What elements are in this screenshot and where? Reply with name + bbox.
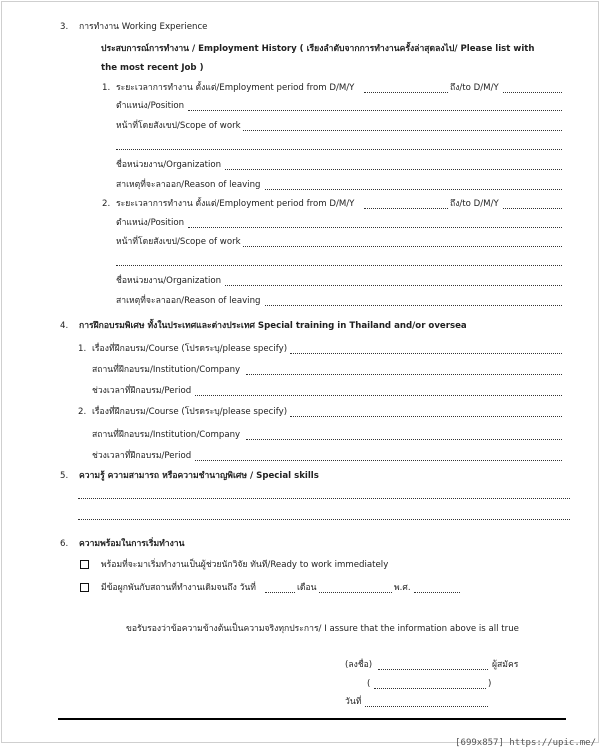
employment-history-heading-cont: the most recent Job ) (101, 63, 204, 73)
applicant-label: ผู้สมัคร (492, 660, 519, 670)
job-2-position-field[interactable] (188, 227, 562, 228)
training-1-institution-field[interactable] (246, 374, 562, 375)
section-3-title: การทำงาน Working Experience (79, 22, 208, 32)
special-skills-field-2[interactable] (78, 519, 570, 520)
job-1-scope-field[interactable] (243, 130, 562, 131)
section-3-number: 3. (60, 22, 69, 32)
notice-month-label: เดือน (297, 583, 317, 593)
job-1-to-field[interactable] (503, 92, 562, 93)
job-2-reason-field[interactable] (265, 305, 562, 306)
training-2-institution-field[interactable] (246, 439, 562, 440)
training-1-number: 1. (78, 344, 87, 354)
notice-year-label: พ.ศ. (394, 583, 411, 593)
ready-immediately-label: พร้อมที่จะมาเริ่มทำงานเป็นผู้ช่วยนักวิจัย ทันที/Ready to work immediately (101, 560, 389, 570)
job-2-number: 2. (102, 199, 111, 209)
job-2-scope-field[interactable] (243, 246, 562, 247)
job-1-to-label: ถึง/to D/M/Y (450, 83, 499, 93)
job-2-from-field[interactable] (364, 208, 448, 209)
section-6-number: 6. (60, 539, 69, 549)
training-1-course-field[interactable] (290, 353, 562, 354)
section-5-title: ความรู้ ความสามารถ หรือความชำนาญพิเศษ / Special skills (79, 471, 319, 481)
section-4-title: การฝึกอบรมพิเศษ ทั้งในประเทศและต่างประเทศ Special training in Thailand and/or oversea (79, 321, 467, 331)
job-2-organization-field[interactable] (225, 285, 562, 286)
job-1-number: 1. (102, 83, 111, 93)
training-1-period-label: ช่วงเวลาที่ฝึกอบรม/Period (92, 386, 192, 396)
certification-statement: ขอรับรองว่าข้อความข้างต้นเป็นความจริงทุกประการ/ I assure that the information above is all true (126, 624, 519, 634)
job-1-position-field[interactable] (188, 110, 562, 111)
job-1-organization-label: ชื่อหน่วยงาน/Organization (116, 160, 222, 170)
special-skills-field-1[interactable] (78, 498, 570, 499)
printed-name-field[interactable] (374, 688, 486, 689)
notice-period-label: มีข้อผูกพันกับสถานที่ทำงานเดิมจนถึง วันที่ (101, 583, 256, 593)
signature-label: (ลงชื่อ) (345, 660, 373, 670)
ready-immediately-checkbox[interactable] (80, 560, 89, 569)
job-1-from-field[interactable] (364, 92, 448, 93)
image-credit: [699x857] https://upic.me/ (455, 738, 596, 748)
training-2-period-label: ช่วงเวลาที่ฝึกอบรม/Period (92, 451, 192, 461)
training-2-institution-label: สถานที่ฝึกอบรม/Institution/Company (92, 430, 241, 440)
training-1-institution-label: สถานที่ฝึกอบรม/Institution/Company (92, 365, 241, 375)
signature-field[interactable] (378, 669, 488, 670)
notice-period-checkbox[interactable] (80, 583, 89, 592)
name-open-paren: ( (367, 679, 371, 689)
job-2-organization-label: ชื่อหน่วยงาน/Organization (116, 276, 222, 286)
section-4-number: 4. (60, 321, 69, 331)
training-2-period-field[interactable] (195, 460, 562, 461)
notice-day-field[interactable] (265, 592, 295, 593)
section-6-title: ความพร้อมในการเริ่มทำงาน (79, 539, 185, 549)
job-1-reason-label: สาเหตุที่จะลาออก/Reason of leaving (116, 180, 261, 190)
job-2-reason-label: สาเหตุที่จะลาออก/Reason of leaving (116, 296, 261, 306)
job-1-position-label: ตำแหน่ง/Position (116, 101, 185, 111)
job-1-scope-field-2[interactable] (116, 149, 562, 150)
date-label: วันที่ (345, 697, 362, 707)
job-1-scope-label: หน้าที่โดยสังเขป/Scope of work (116, 121, 241, 131)
section-5-number: 5. (60, 471, 69, 481)
job-2-to-label: ถึง/to D/M/Y (450, 199, 499, 209)
job-2-scope-label: หน้าที่โดยสังเขป/Scope of work (116, 237, 241, 247)
training-1-course-label: เรื่องที่ฝึกอบรม/Course (โปรดระบุ/please specify) (92, 344, 288, 354)
training-2-course-field[interactable] (290, 416, 562, 417)
date-field[interactable] (365, 706, 488, 707)
job-1-reason-field[interactable] (265, 189, 562, 190)
employment-history-heading: ประสบการณ์การทำงาน / Employment History ( เรียงลำดับจากการทำงานครั้งล่าสุดลงไป/ Please list with (101, 44, 535, 54)
notice-year-field[interactable] (414, 592, 460, 593)
job-2-to-field[interactable] (503, 208, 562, 209)
job-1-organization-field[interactable] (225, 169, 562, 170)
bottom-rule (58, 718, 566, 720)
training-2-number: 2. (78, 407, 87, 417)
notice-month-field[interactable] (319, 592, 392, 593)
name-close-paren: ) (488, 679, 492, 689)
training-1-period-field[interactable] (195, 395, 562, 396)
job-1-period-label: ระยะเวลาการทำงาน ตั้งแต่/Employment period from D/M/Y (116, 83, 355, 93)
job-2-scope-field-2[interactable] (116, 265, 562, 266)
training-2-course-label: เรื่องที่ฝึกอบรม/Course (โปรดระบุ/please specify) (92, 407, 288, 417)
job-2-position-label: ตำแหน่ง/Position (116, 218, 185, 228)
job-2-period-label: ระยะเวลาการทำงาน ตั้งแต่/Employment period from D/M/Y (116, 199, 355, 209)
